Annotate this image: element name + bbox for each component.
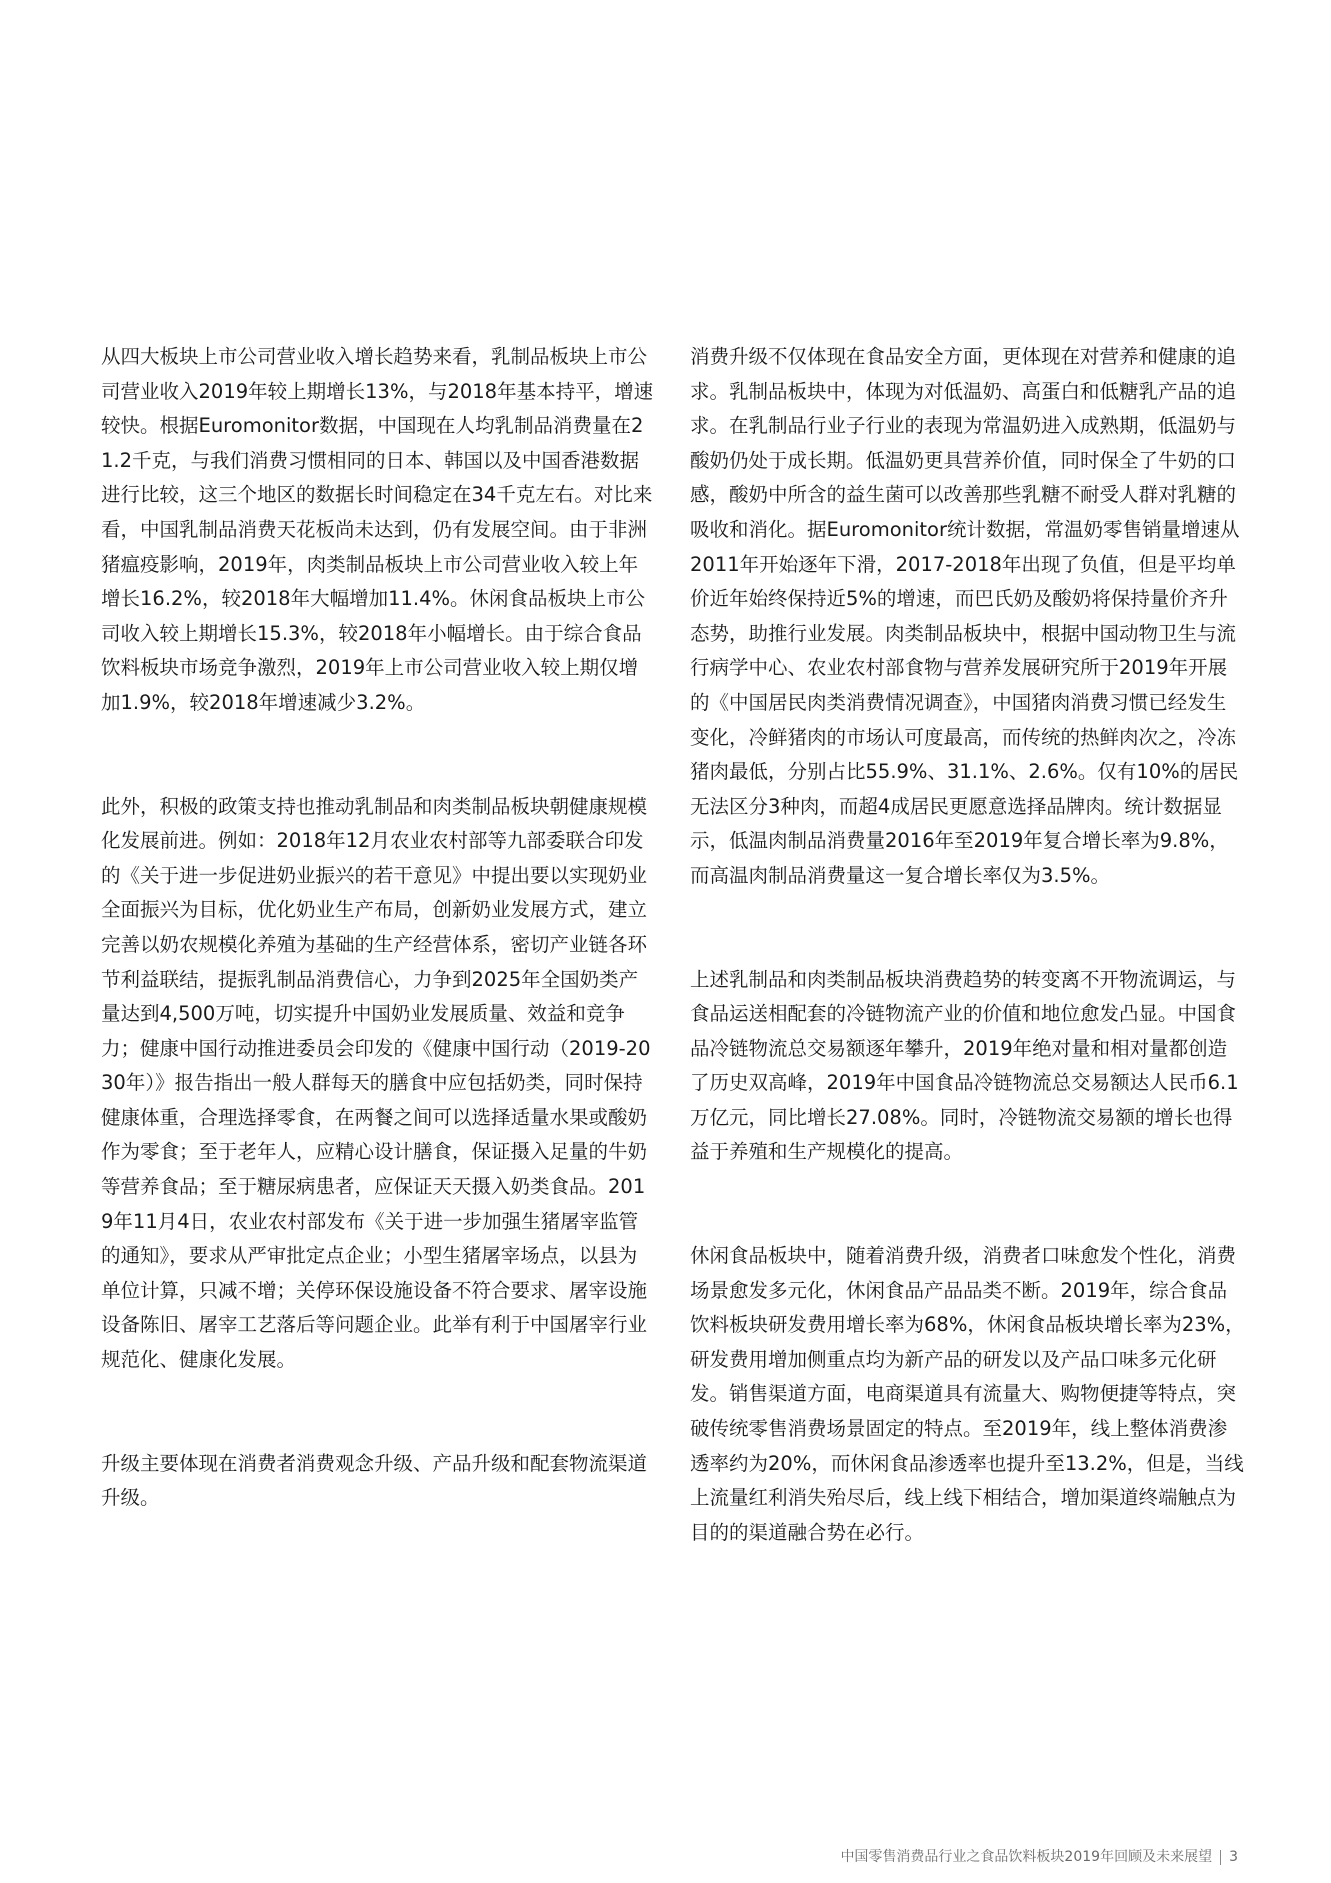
page-footer [840,1848,1238,1866]
page-number: 3 [1229,1849,1238,1865]
paragraph-snack-food: 休闲食品板块中，随着消费升级，消费者口味愈发个性化，消费场景愈发多元化，休闲食品产品品类不断。2019年，综合食品饮料板块研发费用增长率为68%，休闲食品板块增长率为23%，研发费用增加侧重点均为新产品的研发以及产品口味多元化研发。销售渠道方面，电商渠道具有流量大、购物便捷等特点，突破传统零售消费场景固定的特点。至2019年，线上整体消费渗透率约为20%，而休闲食品渗透率也提升至13.2%，但是，当线上流量红利消失殆尽后，线上线下相结合，增加渠道终端触点为目的的渠道融合势在必行。 [690,1244,1245,1544]
right-column [690,340,1245,1550]
paragraph-consumption-upgrade: 消费升级不仅体现在食品安全方面，更体现在对营养和健康的追求。乳制品板块中，体现为对低温奶、高蛋白和低糖乳产品的追求。在乳制品行业子行业的表现为常温奶进入成熟期，低温奶与酸奶仍处于成长期。低温奶更具营养价值，同时保全了牛奶的口感，酸奶中所含的益生菌可以改善那些乳糖不耐受人群对乳糖的吸收和消化。据Euromonitor统计数据，常温奶零售销量增速从2011年开始逐年下滑，2017-2018年出现了负值，但是平均单价近年始终保持近5%的增速，而巴氏奶及酸奶将保持量价齐升态势，助推行业发展。肉类制品板块中，根据中国动物卫生与流行病学中心、农业农村部食物与营养发展研究所于2019年开展的《中国居民肉类消费情况调查》，中国猪肉消费习惯已经发生变化，冷鲜猪肉的市场认可度最高，而传统的热鲜肉次之，冷冻猪肉最低，分别占比55.9%、31.1%、2.6%。仅有10%的居民无法区分3种肉，而超4成居民更愿意选择品牌肉。统计数据显示，低温肉制品消费量2016年至2019年复合增长率为9.8%，而高温肉制品消费量这一复合增长率仅为3.5%。 [690,345,1240,887]
paragraph-revenue-growth: 从四大板块上市公司营业收入增长趋势来看，乳制品板块上市公司营业收入2019年较上期增长13%，与2018年基本持平，增速较快。根据Euromonitor数据，中国现在人均乳制品消费量在21.2千克，与我们消费习惯相同的日本、韩国以及中国香港数据进行比较，这三个地区的数据长时间稳定在34千克左右。对比来看，中国乳制品消费天花板尚未达到，仍有发展空间。由于非洲猪瘟疫影响，2019年，肉类制品板块上市公司营业收入较上年增长16.2%，较2018年大幅增加11.4%。休闲食品板块上市公司收入较上期增长15.3%，较2018年小幅增长。由于综合食品饮料板块市场竞争激烈，2019年上市公司营业收入较上期仅增加1.9%，较2018年增速减少3.2%。 [101,345,654,714]
footer-divider [1220,1850,1221,1865]
paragraph-policy-support: 此外，积极的政策支持也推动乳制品和肉类制品板块朝健康规模化发展前进。例如：2018年12月农业农村部等九部委联合印发的《关于进一步促进奶业振兴的若干意见》中提出要以实现奶业全面振兴为目标，优化奶业生产布局，创新奶业发展方式，建立完善以奶农规模化养殖为基础的生产经营体系，密切产业链各环节利益联结，提振乳制品消费信心，力争到2025年全国奶类产量达到4,500万吨，切实提升中国奶业发展质量、效益和竞争力；健康中国行动推进委员会印发的《健康中国行动（2019-2030年）》报告指出一般人群每天的膳食中应包括奶类，同时保持健康体重，合理选择零食，在两餐之间可以选择适量水果或酸奶作为零食；至于老年人，应精心设计膳食，保证摄入足量的牛奶等营养食品；至于糖尿病患者，应保证天天摄入奶类食品。2019年11月4日，农业农村部发布《关于进一步加强生猪屠宰监管的通知》，要求从严审批定点企业；小型生猪屠宰场点，以县为单位计算，只减不增；关停环保设施设备不符合要求、屠宰设施设备陈旧、屠宰工艺落后等问题企业。此举有利于中国屠宰行业规范化、健康化发展。 [101,794,651,1372]
paragraph-upgrade-summary: 升级主要体现在消费者消费观念升级、产品升级和配套物流渠道升级。 [101,1451,648,1510]
left-column [101,340,656,1516]
footer-report-title: 中国零售消费品行业之食品饮料板块2019年回顾及未来展望 [840,1849,1213,1865]
paragraph-cold-chain: 上述乳制品和肉类制品板块消费趋势的转变离不开物流调运，与食品运送相配套的冷链物流产业的价值和地位愈发凸显。中国食品冷链物流总交易额逐年攀升，2019年绝对量和相对量都创造了历史双高峰，2019年中国食品冷链物流总交易额达人民币6.1万亿元，同比增长27.08%。同时，冷链物流交易额的增长也得益于养殖和生产规模化的提高。 [690,967,1239,1164]
